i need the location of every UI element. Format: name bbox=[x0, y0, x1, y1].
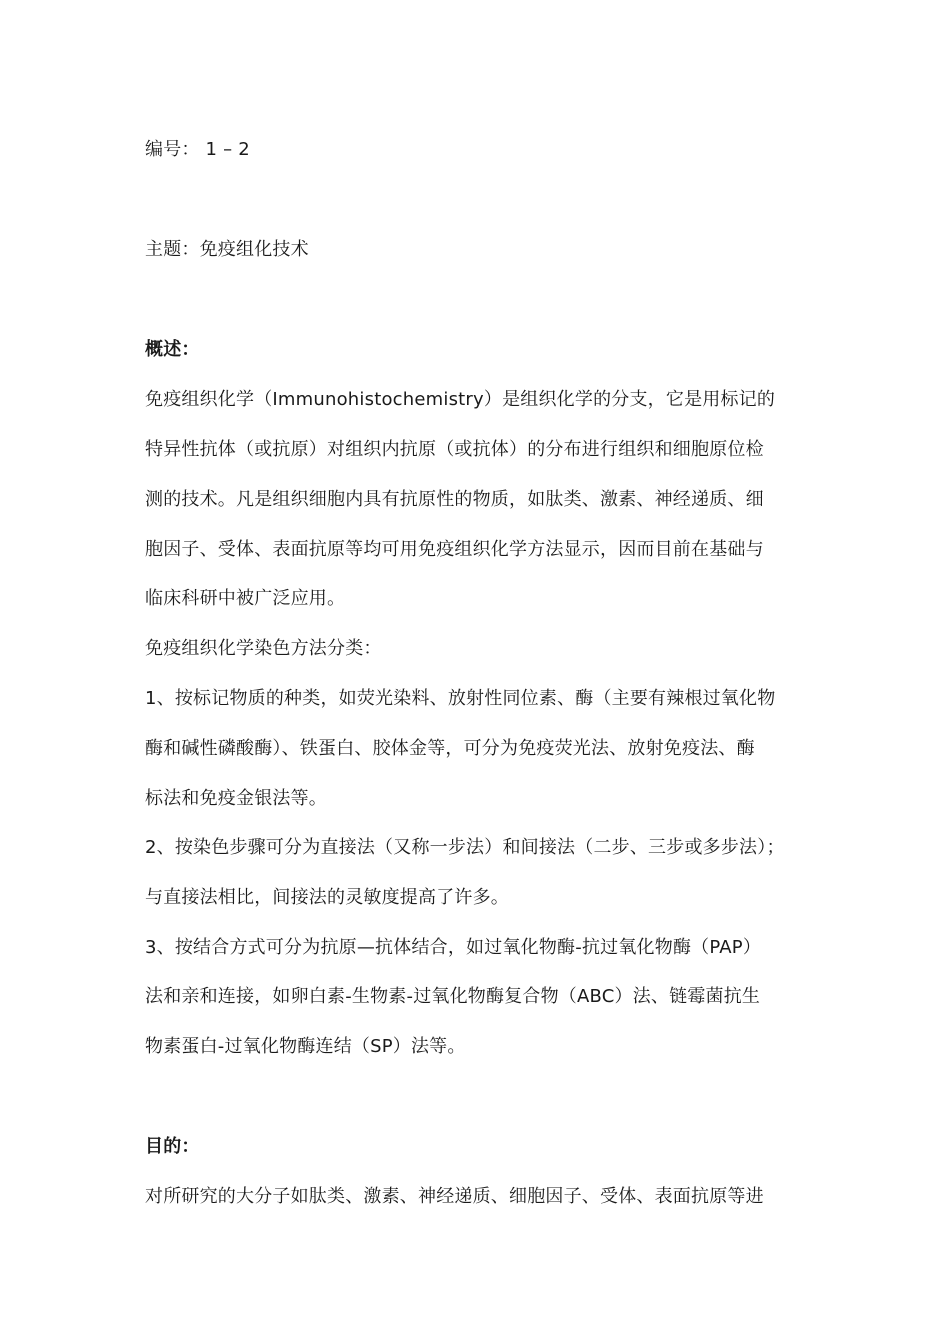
overview-line: 标法和免疫金银法等。 bbox=[145, 788, 327, 809]
purpose-heading: 目的： bbox=[145, 1136, 200, 1157]
overview-line: 胞因子、受体、表面抗原等均可用免疫组织化学方法显示，因而目前在基础与 bbox=[145, 539, 764, 560]
overview-line: 法和亲和连接，如卵白素-生物素-过氧化物酶复合物（ABC）法、链霉菌抗生 bbox=[145, 986, 761, 1007]
document-topic: 主题：免疫组化技术 bbox=[145, 239, 309, 260]
purpose-line: 对所研究的大分子如肽类、激素、神经递质、细胞因子、受体、表面抗原等进 bbox=[145, 1186, 764, 1207]
overview-line: 免疫组织化学（Immunohistochemistry）是组织化学的分支，它是用标记的 bbox=[145, 389, 776, 410]
overview-line: 与直接法相比，间接法的灵敏度提高了许多。 bbox=[145, 887, 509, 908]
overview-line: 物素蛋白-过氧化物酶连结（SP）法等。 bbox=[145, 1036, 466, 1057]
overview-line: 临床科研中被广泛应用。 bbox=[145, 588, 346, 609]
overview-line: 特异性抗体（或抗原）对组织内抗原（或抗体）的分布进行组织和细胞原位检 bbox=[145, 439, 764, 460]
overview-line: 3、按结合方式可分为抗原—抗体结合，如过氧化物酶-抗过氧化物酶（PAP） bbox=[145, 937, 762, 958]
overview-heading: 概述： bbox=[145, 339, 200, 360]
overview-line: 酶和碱性磷酸酶）、铁蛋白、胶体金等，可分为免疫荧光法、放射免疫法、酶 bbox=[145, 738, 755, 759]
overview-line: 免疫组织化学染色方法分类： bbox=[145, 638, 382, 659]
overview-line: 2、按染色步骤可分为直接法（又称一步法）和间接法（二步、三步或多步法）； bbox=[145, 837, 785, 858]
overview-line: 测的技术。凡是组织细胞内具有抗原性的物质，如肽类、激素、神经递质、细 bbox=[145, 489, 764, 510]
document-number: 编号： 1 – 2 bbox=[145, 139, 250, 160]
overview-line: 1、按标记物质的种类，如荧光染料、放射性同位素、酶（主要有辣根过氧化物 bbox=[145, 688, 776, 709]
